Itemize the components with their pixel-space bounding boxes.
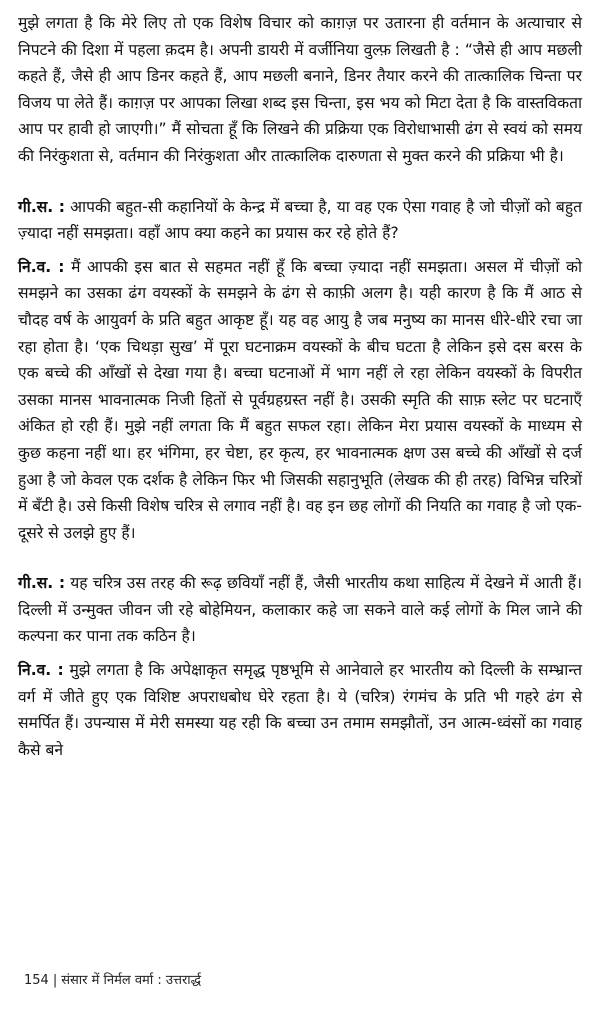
section-divider-space (18, 546, 582, 570)
page-number: 154 (24, 973, 49, 988)
answer-paragraph-1 (18, 254, 582, 547)
answer-text-1: मैं आपकी इस बात से सहमत नहीं हूँ कि बच्चा ज़्यादा नहीं समझता। असल में चीज़ों को समझने का उसका ढंग वयस्कों के समझने के ढंग से काफ़ी अलग है। यही कारण है कि मैं आठ से चौदह वर्ष के आयुवर्ग के प्रति बहुत आकृष्ट हूँ। यह वह आयु है जब मनुष्य का मानस धीरे-धीरे रचा जा रहा होता है। ‘एक चिथड़ा सुख’ में पूरा घटनाक्रम वयस्कों के बीच घटता है लेकिन इसे दस बरस के एक बच्चे की आँखों से देखा गया है। बच्चा घटनाओं में भाग नहीं ले रहा लेकिन वयस्कों के विपरीत उसका मानस भावनात्मक निजी हितों से पूर्वग्रहग्रस्त नहीं है। उसकी स्मृति की साफ़ स्लेट पर घटनाएँ अंकित हो रही हैं। मुझे नहीं लगता कि मैं बहुत सफल रहा। लेकिन मेरा प्रयास वयस्कों के माध्यम से कुछ कहना नहीं था। हर भंगिमा, हर चेष्टा, हर कृत्य, हर भावनात्मक क्षण उस बच्चे की आँखों से दर्ज हुआ है जो केवल एक दर्शक है लेकिन फिर भी जिसकी सहानुभूति (लेखक की ही तरह) विभिन्न चरित्रों में बँटी है। उसे किसी विशेष चरित्र से लगाव नहीं है। वह इन छह लोगों की नियति का गवाह है जो एक-दूसरे से उलझे हुए हैं। (18, 257, 582, 542)
answer-paragraph-2 (18, 657, 582, 763)
page-footer (24, 972, 201, 990)
running-book-title: संसार में निर्मल वर्मा : उत्तरार्द्ध (61, 973, 202, 988)
speaker-label-interviewer: गी.स. : (18, 197, 66, 216)
speaker-label-interviewer: गी.स. : (18, 574, 66, 593)
paragraph-space (18, 650, 582, 657)
footer-separator: | (52, 973, 58, 988)
page-body (18, 10, 582, 763)
question-paragraph-1 (18, 194, 582, 247)
paragraph-opening: मुझे लगता है कि मेरे लिए तो एक विशेष विचार को काग़ज़ पर उतारना ही वर्तमान के अत्याचार से निपटने की दिशा में पहला क़दम है। अपनी डायरी में वर्जीनिया वुल्फ़ लिखती है : “जैसे ही आप मछली कहते हैं, जैसे ही आप डिनर कहते हैं, आप मछली बनाने, डिनर तैयार करने की तात्कालिक चिन्ता पर विजय पा लेते हैं। काग़ज़ पर आपका लिखा शब्द इस चिन्ता, इस भय को मिटा देता है कि वास्तविकता आप पर हावी हो जाएगी।” मैं सोचता हूँ कि लिखने की प्रक्रिया एक विरोधाभासी ढंग से स्वयं को समय की निरंकुशता से, वर्तमान की निरंकुशता और तात्कालिक दारुणता से मुक्त करने की प्रक्रिया भी है। (18, 14, 582, 165)
speaker-label-author: नि.व. : (18, 661, 64, 680)
speaker-label-author: नि.व. : (18, 257, 65, 276)
paragraph-space (18, 247, 582, 254)
answer-text-2: मुझे लगता है कि अपेक्षाकृत समृद्ध पृष्ठभूमि से आनेवाले हर भारतीय को दिल्ली के सम्भ्रान्त वर्ग में जीते हुए एक विशिष्ट अपराधबोध घेरे रहता है। ये (चरित्र) रंगमंच के प्रति भी गहरे ढंग से समर्पित हैं। उपन्यास में मेरी समस्या यह रही कि बच्चा उन तमाम समझौतों, उन आत्म-ध्वंसों का गवाह कैसे बने (18, 661, 582, 759)
section-divider-space (18, 170, 582, 194)
question-text-1: आपकी बहुत-सी कहानियों के केन्द्र में बच्चा है, या वह एक ऐसा गवाह है जो चीज़ों को बहुत ज़्यादा नहीं समझता। वहाँ आप क्या कहने का प्रयास कर रहे होते हैं? (18, 197, 582, 243)
question-paragraph-2 (18, 570, 582, 650)
question-text-2: यह चरित्र उस तरह की रूढ़ छवियाँ नहीं हैं, जैसी भारतीय कथा साहित्य में देखने में आती हैं। दिल्ली में उन्मुक्त जीवन जी रहे बोहेमियन, कलाकार कहे जा सकने वाले कई लोगों के मिल जाने की कल्पना कर पाना तक कठिन है। (18, 574, 582, 646)
